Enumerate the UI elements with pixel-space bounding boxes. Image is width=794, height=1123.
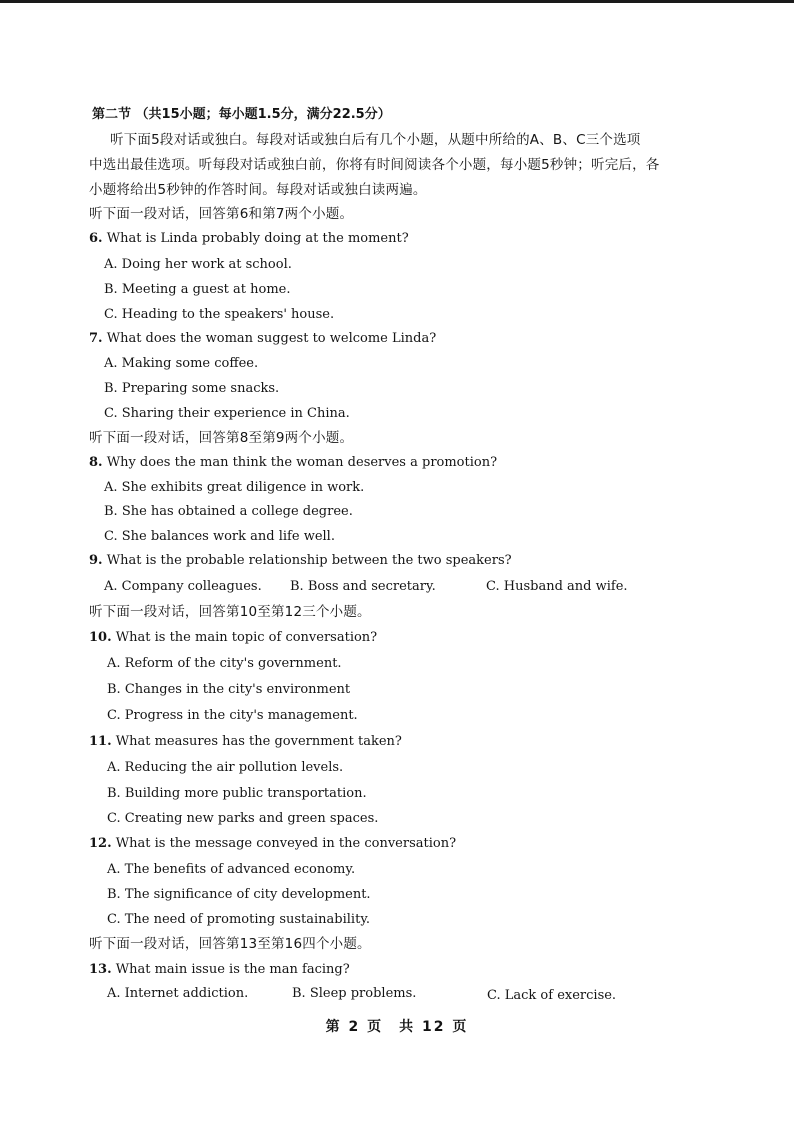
question-text: What is the probable relationship between the two speakers? — [106, 553, 512, 568]
question-7-option-b: B. Preparing some snacks. — [104, 381, 280, 396]
question-9 — [89, 552, 512, 570]
question-11-option-c: C. Creating new parks and green spaces. — [107, 811, 379, 826]
question-10 — [89, 629, 377, 647]
question-10-option-a: A. Reform of the city's government. — [107, 656, 342, 671]
question-number: 9. — [89, 553, 103, 568]
question-11-option-a: A. Reducing the air pollution levels. — [107, 760, 344, 775]
question-number: 7. — [89, 331, 103, 346]
question-number: 12. — [89, 836, 112, 851]
group-intro-13-16: 听下面一段对话，回答第13至第16四个小题。 — [89, 936, 371, 952]
question-text: What measures has the government taken? — [115, 734, 402, 749]
question-7-option-a: A. Making some coffee. — [104, 356, 259, 371]
group-intro-8-9: 听下面一段对话，回答第8至第9两个小题。 — [89, 430, 354, 446]
question-8 — [89, 454, 497, 472]
question-13 — [89, 961, 350, 979]
question-text: What is Linda probably doing at the moment? — [106, 231, 409, 246]
instruction-line-2: 中选出最佳选项。听每段对话或独白前，你将有时间阅读各个小题，每小题5秒钟；听完后，各 — [89, 157, 660, 173]
question-11-option-b: B. Building more public transportation. — [107, 786, 367, 801]
question-12-option-b: B. The significance of city development. — [107, 887, 371, 902]
question-11 — [89, 733, 402, 751]
question-text: What is the main topic of conversation? — [115, 630, 378, 645]
question-8-option-a: A. She exhibits great diligence in work. — [104, 480, 365, 495]
question-6-option-a: A. Doing her work at school. — [104, 257, 292, 272]
question-9-option-c: C. Husband and wife. — [486, 579, 628, 594]
question-number: 13. — [89, 962, 112, 977]
question-9-option-a: A. Company colleagues. — [104, 579, 262, 594]
group-intro-10-12: 听下面一段对话，回答第10至第12三个小题。 — [89, 604, 371, 620]
question-6-option-b: B. Meeting a guest at home. — [104, 282, 291, 297]
question-number: 10. — [89, 630, 112, 645]
question-text: What does the woman suggest to welcome Linda? — [106, 331, 437, 346]
question-12-option-c: C. The need of promoting sustainability. — [107, 912, 371, 927]
section-title: 第二节 （共15小题；每小题1.5分，满分22.5分） — [92, 107, 391, 122]
question-8-option-c: C. She balances work and life well. — [104, 529, 335, 544]
instruction-line-1: 听下面5段对话或独白。每段对话或独白后有几个小题，从题中所给的A、B、C三个选项 — [110, 132, 641, 148]
question-text: What is the message conveyed in the conversation? — [115, 836, 457, 851]
instruction-line-3: 小题将给出5秒钟的作答时间。每段对话或独白读两遍。 — [89, 182, 427, 198]
question-6-option-c: C. Heading to the speakers' house. — [104, 307, 335, 322]
question-7-option-c: C. Sharing their experience in China. — [104, 406, 350, 421]
question-text: Why does the man think the woman deserves a promotion? — [106, 455, 498, 470]
question-12 — [89, 835, 456, 853]
question-13-option-a: A. Internet addiction. — [107, 986, 249, 1001]
page-number-footer: 第 2 页 共 12 页 — [325, 1019, 469, 1035]
question-text: What main issue is the man facing? — [115, 962, 350, 977]
group-intro-6-7: 听下面一段对话，回答第6和第7两个小题。 — [89, 206, 354, 222]
question-7 — [89, 330, 436, 348]
question-6 — [89, 230, 409, 248]
question-13-option-b: B. Sleep problems. — [292, 986, 417, 1001]
question-number: 11. — [89, 734, 112, 749]
question-13-option-c: C. Lack of exercise. — [487, 988, 617, 1003]
question-number: 6. — [89, 231, 103, 246]
question-8-option-b: B. She has obtained a college degree. — [104, 504, 353, 519]
question-10-option-b: B. Changes in the city's environment — [107, 682, 351, 697]
question-9-option-b: B. Boss and secretary. — [290, 579, 436, 594]
question-10-option-c: C. Progress in the city's management. — [107, 708, 358, 723]
question-12-option-a: A. The benefits of advanced economy. — [107, 862, 356, 877]
question-number: 8. — [89, 455, 103, 470]
